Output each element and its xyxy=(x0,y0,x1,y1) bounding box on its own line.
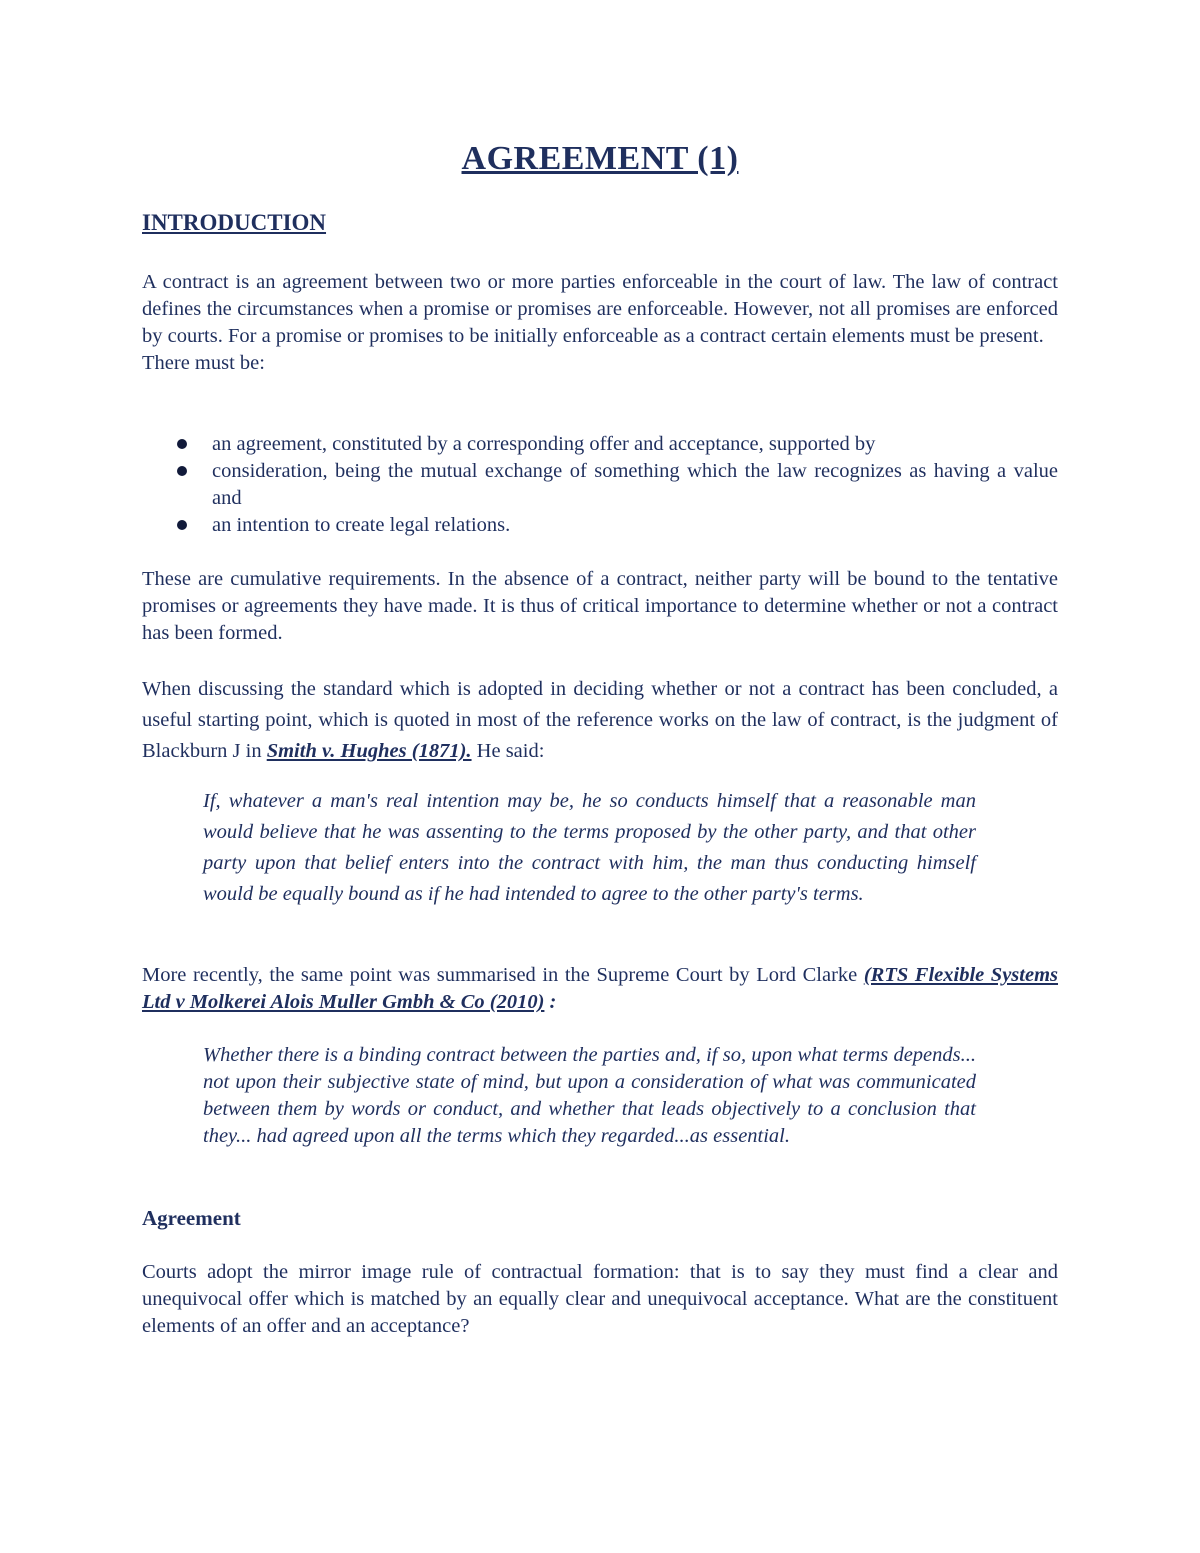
clarke-quote: Whether there is a binding contract between the parties and, if so, upon what terms depends... not upon their subjective state of mind, but upon a consideration of what was communicated between them by words or conduct, and whether that leads objectively to a conclusion that they... had agreed upon all the terms which they regarded...as essential. xyxy=(203,1044,976,1147)
standard-text-after: He said: xyxy=(471,740,545,762)
case-citation-smith-v-hughes: Smith v. Hughes (1871). xyxy=(266,740,472,762)
list-item xyxy=(142,458,1058,512)
agreement-paragraph: Courts adopt the mirror image rule of contractual formation: that is to say they must find a clear and unequivocal offer which is matched by an equally clear and unequivocal acceptance. What are the constituent elements of an offer and an acceptance? xyxy=(142,1261,1058,1337)
intro-paragraph xyxy=(142,269,1058,377)
bullet-icon xyxy=(177,439,187,449)
blackburn-quote: If, whatever a man's real intention may be, he so conducts himself that a reasonable man would believe that he was assenting to the terms proposed by the other party, and that other party upon that belief enters into the contract with him, the man thus conducting himself would be equally bound as if he had intended to agree to the other party's terms. xyxy=(203,790,976,905)
introduction-heading: INTRODUCTION xyxy=(142,210,327,235)
contract-elements-list xyxy=(142,431,1058,539)
case-citation-rts-flexible: (RTS Flexible Systems Ltd v Molkerei Alois Muller Gmbh & Co (2010) xyxy=(142,964,1059,1013)
list-item-text: an agreement, constituted by a corresponding offer and acceptance, supported by xyxy=(212,433,876,455)
bullet-icon xyxy=(177,520,187,530)
recent-text-before: More recently, the same point was summarised in the Supreme Court by Lord Clarke xyxy=(142,964,864,986)
there-must-be-text: There must be: xyxy=(142,352,265,374)
cumulative-paragraph: These are cumulative requirements. In the absence of a contract, neither party will be bound to the tentative promises or agreements they have made. It is thus of critical importance to determine whether or not a contract has been formed. xyxy=(142,568,1058,644)
list-item-text: an intention to create legal relations. xyxy=(212,514,511,536)
document-title: AGREEMENT (1) xyxy=(461,140,739,177)
agreement-heading: Agreement xyxy=(142,1206,241,1230)
recent-text-after: : xyxy=(544,991,557,1013)
standard-text-before: When discussing the standard which is adopted in deciding whether or not a contract has been concluded, a useful starting point, which is quoted in most of the reference works on the law of contract, is the judgment of Blackburn J in xyxy=(142,678,1058,762)
recent-paragraph xyxy=(142,962,1058,1016)
list-item-text: consideration, being the mutual exchange of something which the law recognizes as having a value and xyxy=(212,460,1058,509)
intro-text: A contract is an agreement between two or more parties enforceable in the court of law. The law of contract defines the circumstances when a promise or promises are enforceable. However, not all promises are enforced by courts. For a promise or promises to be initially enforceable as a contract certain elements must be present. xyxy=(142,271,1058,347)
bullet-icon xyxy=(177,466,187,476)
list-item xyxy=(142,512,1058,539)
standard-paragraph xyxy=(142,674,1058,767)
list-item xyxy=(142,431,1058,458)
